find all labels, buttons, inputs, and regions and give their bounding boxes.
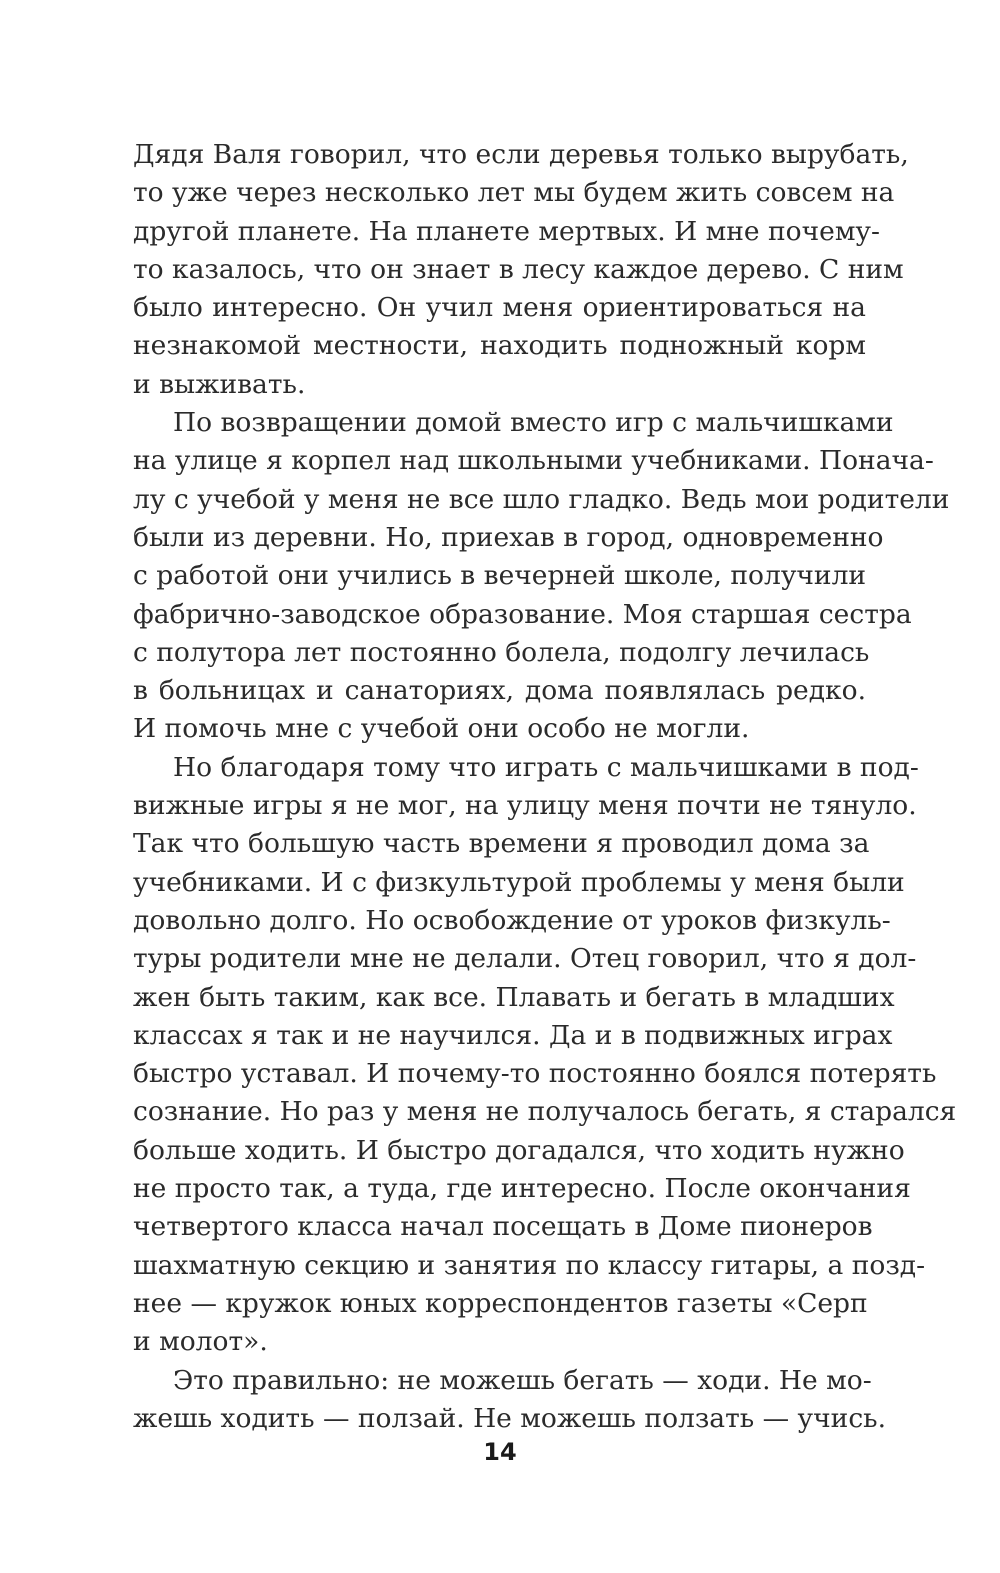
- text-line: четвертого класса начал посещать в Доме пионеров: [133, 1211, 873, 1243]
- paragraph: [133, 404, 950, 749]
- body-text: [133, 136, 957, 1438]
- text-line: были из деревни. Но, приехав в город, одновременно: [133, 521, 884, 553]
- text-line: не просто так, а туда, где интересно. После окончания: [133, 1173, 911, 1205]
- text-line: на улице я корпел над школьными учебниками. Поначa-: [133, 445, 934, 477]
- text-line: вижные игры я не мог, на улицу меня почти не тянуло.: [133, 790, 917, 822]
- text-line: с работой они учились в вечерней школе, получили: [133, 560, 867, 592]
- text-line: лу с учебой у меня не все шло гладко. Ведь мои родители: [133, 483, 950, 515]
- text-line: Дядя Валя говорил, что если деревья только вырубать,: [133, 139, 909, 170]
- text-line: Так что большую часть времени я проводил дома за: [133, 828, 870, 860]
- text-line: нее — кружок юных корреспондентов газеты «Серп: [133, 1287, 868, 1319]
- text-line: и молот».: [133, 1326, 268, 1358]
- text-line: туры родители мне не делали. Отец говорил, что я дол-: [133, 943, 917, 975]
- paragraph: [133, 1362, 887, 1439]
- text-line: быстро уставал. И почему-то постоянно боялся потерять: [133, 1058, 937, 1090]
- text-line: Но благодаря тому что играть с мальчишками в под-: [173, 751, 919, 783]
- text-line: жешь ходить — ползай. Не можешь ползать — учись.: [133, 1402, 887, 1434]
- text-line: Это правильно: не можешь бегать — ходи. Не мо-: [173, 1364, 872, 1396]
- paragraph: [133, 136, 909, 404]
- text-line: жен быть таким, как все. Плавать и бегать в младших: [133, 981, 895, 1013]
- text-line: сознание. Но раз у меня не получалось бегать, я старался: [133, 1096, 957, 1128]
- text-line: довольно долго. Но освобождение от уроков физкуль-: [133, 904, 891, 936]
- text-line: классах я так и не научился. Да и в подвижных играх: [133, 1019, 893, 1051]
- text-line: фабрично-заводское образование. Моя старшая сестра: [133, 598, 912, 630]
- paragraph: [133, 749, 957, 1362]
- text-line: и выживать.: [133, 368, 306, 400]
- text-line: И помочь мне с учебой они особо не могли.: [133, 713, 750, 745]
- page-number: 14: [483, 1438, 517, 1466]
- text-line: то казалось, что он знает в лесу каждое дерево. С ним: [133, 253, 904, 285]
- text-line: с полутора лет постоянно болела, подолгу лечилась: [133, 636, 870, 668]
- text-line: шахматную секцию и занятия по классу гитары, а позд-: [133, 1249, 926, 1281]
- text-line: было интересно. Он учил меня ориентироваться на: [133, 292, 866, 324]
- text-line: По возвращении домой вместо игр с мальчишками: [173, 407, 894, 439]
- text-line: учебниками. И с физкультурой проблемы у меня были: [133, 866, 905, 898]
- text-line: незнакомой местности, находить подножный корм: [133, 330, 866, 362]
- text-line: в больницах и санаториях, дома появлялась редко.: [133, 675, 866, 707]
- text-line: больше ходить. И быстро догадался, что ходить нужно: [133, 1134, 905, 1166]
- text-line: другой планете. На планете мертвых. И мне почему-: [133, 215, 880, 247]
- text-line: то уже через несколько лет мы будем жить совсем на: [133, 177, 895, 209]
